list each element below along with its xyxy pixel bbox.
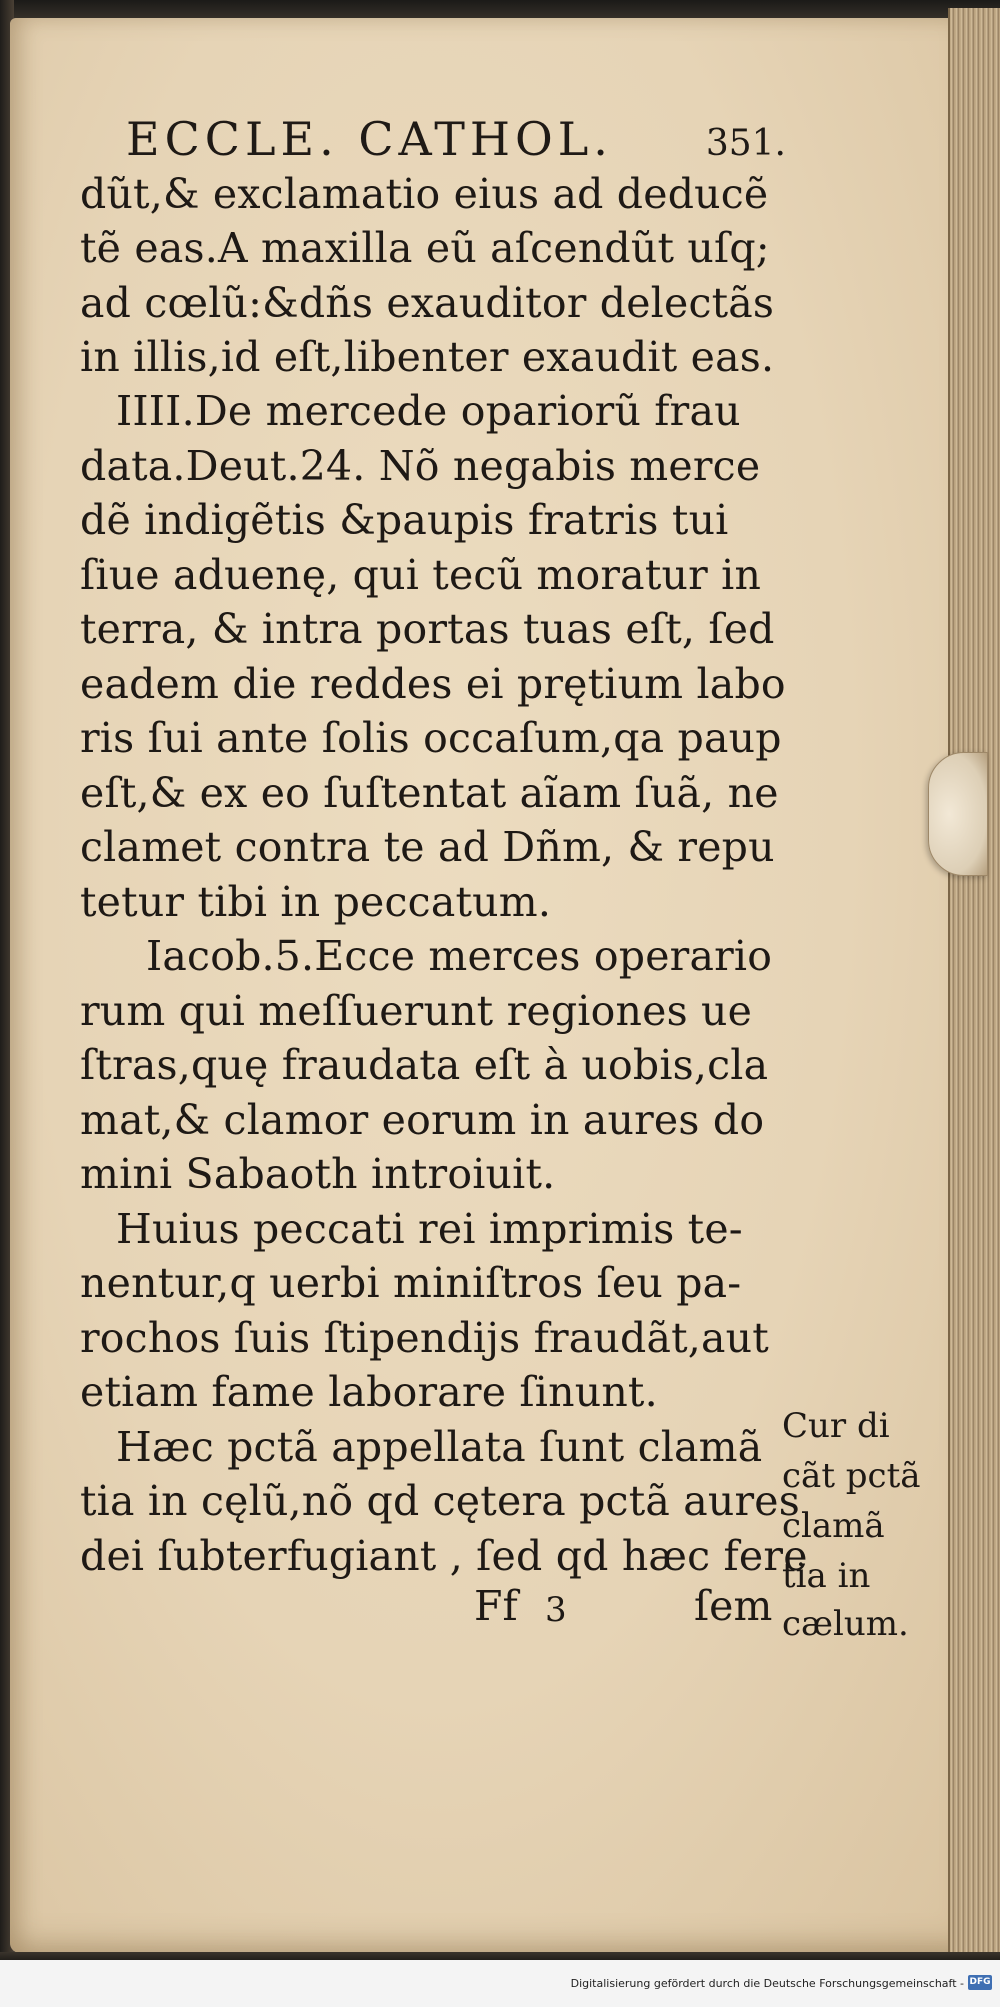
text-line: ſtras,quę fraudata eſt à uobis,cla (80, 1041, 769, 1089)
dfg-logo-badge: DFG (968, 1975, 992, 1990)
text-line: in illis,id eſt,libenter exaudit eas. (80, 333, 775, 381)
text-line: dũt,& exclamatio eius ad deducẽ (80, 170, 769, 218)
marginal-note-line: cãt pctã (782, 1456, 921, 1496)
signature-number: 3 (545, 1590, 567, 1630)
text-line: etiam fame laborare ſinunt. (80, 1368, 658, 1416)
marginal-note-line: tia in (782, 1556, 871, 1596)
text-line: dẽ indigẽtis &paupis fratris tui (80, 496, 729, 544)
text-line: mat,& clamor eorum in aures do (80, 1096, 765, 1144)
text-line: rum qui meſſuerunt regiones ue (80, 987, 753, 1035)
marginal-note-line: clamã (782, 1506, 885, 1546)
text-line: eadem die reddes ei prętium labo (80, 660, 786, 708)
text-line: ad cœlũ:&dñs exauditor delectãs (80, 279, 775, 327)
text-line: terra, & intra portas tuas eſt, ſed (80, 605, 775, 653)
page-number: 351. (705, 123, 786, 164)
text-line: IIII.De mercede opariorũ frau (116, 387, 741, 435)
page-edge-tab (928, 752, 988, 876)
marginal-note-line: cælum. (782, 1604, 909, 1644)
text-line: ris ſui ante ſolis occaſum,qa paup (80, 714, 782, 762)
text-line: eſt,& ex eo ſuſtentat aĩam ſuã, ne (80, 769, 779, 817)
running-head (126, 112, 786, 166)
signature-mark: Ff (474, 1582, 518, 1630)
text-line: dei ſubterfugiant , ſed qd hæc fere (80, 1532, 808, 1580)
text-line: Huius peccati rei imprimis te- (116, 1205, 743, 1253)
text-line: nentur,q uerbi miniſtros ſeu pa- (80, 1259, 742, 1307)
marginal-note-line: Cur di (782, 1406, 890, 1446)
text-line: Hæc pctã appellata ſunt clamã (116, 1423, 763, 1471)
digitization-credit: Digitalisierung gefördert durch die Deutsche Forschungsgemeinschaft - (570, 1977, 964, 1990)
text-line: ſiue aduenę, qui tecũ moratur in (80, 551, 762, 599)
text-line: tetur tibi in peccatum. (80, 878, 552, 926)
text-line: tẽ eas.A maxilla eũ aſcendũt uſq; (80, 224, 770, 272)
text-line: clamet contra te ad Dñm, & repu (80, 823, 775, 871)
text-line: Iacob.5.Ecce merces operario (146, 932, 773, 980)
text-line: mini Sabaoth introiuit. (80, 1150, 556, 1198)
text-line: tia in cęlũ,nõ qd cętera pctã aures (80, 1477, 800, 1525)
book-page-edges (948, 8, 1000, 1958)
running-head-title: ECCLE. CATHOL. (126, 112, 613, 166)
text-line: data.Deut.24. Nõ negabis merce (80, 442, 761, 490)
catchword: ſem (694, 1582, 773, 1630)
text-line: rochos ſuis ſtipendijs fraudãt,aut (80, 1314, 769, 1362)
